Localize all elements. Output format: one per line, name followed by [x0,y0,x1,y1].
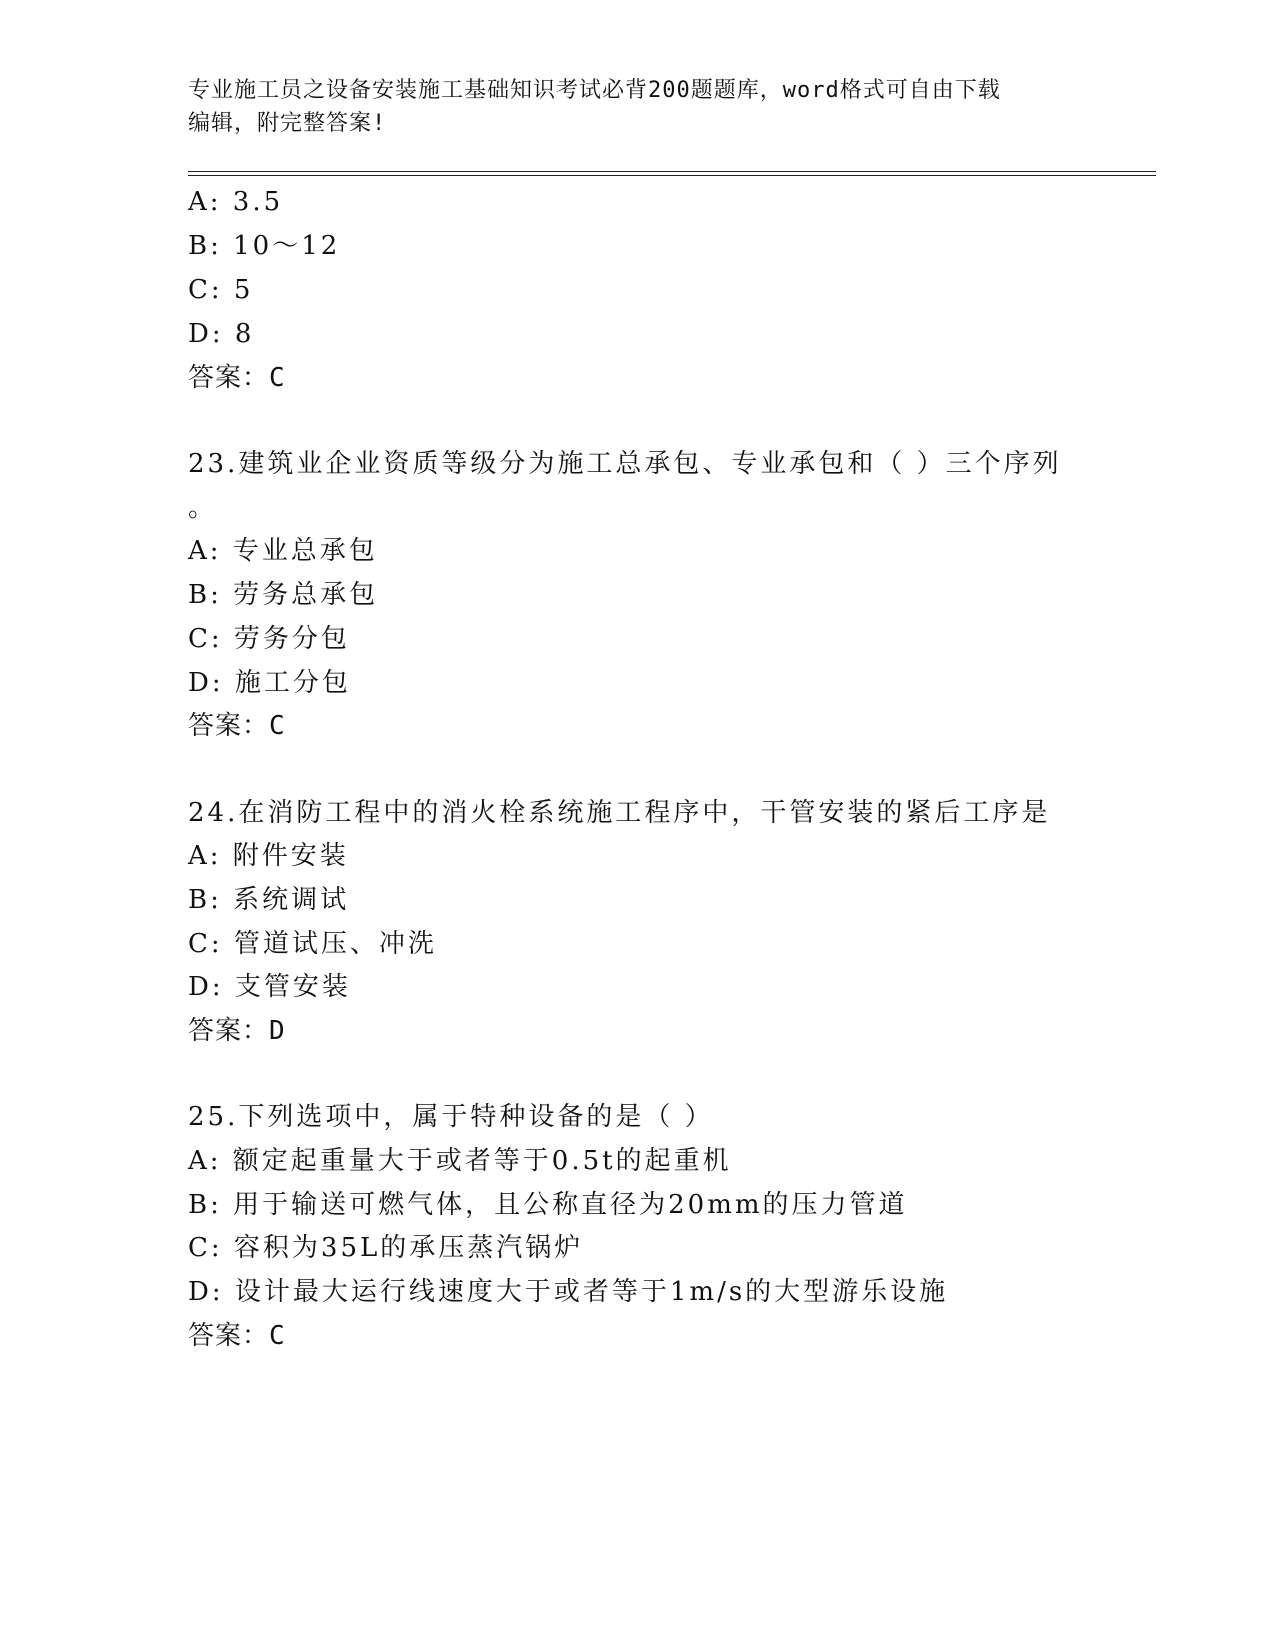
option-b: B: 劳务总承包 [188,580,379,610]
answer-line: 答案：C [188,1321,286,1351]
option-a: A: 附件安装 [188,841,349,871]
option-a: A: 3.5 [188,187,284,217]
option-a: A: 额定起重量大于或者等于0.5t的起重机 [188,1146,732,1176]
answer-line: 答案：C [188,711,286,741]
option-c: C: 5 [188,275,254,305]
option-c: C: 劳务分包 [188,624,350,654]
header-divider-top [188,171,1156,172]
option-d: D: 8 [188,319,255,349]
document-header [188,74,1088,140]
question-stem-continuation: 。 [188,493,218,523]
option-c: C: 容积为35L的承压蒸汽锅炉 [188,1233,584,1263]
question-stem: 24.在消防工程中的消火栓系统施工程序中，干管安装的紧后工序是 [188,798,1051,828]
option-c: C: 管道试压、冲洗 [188,929,437,959]
answer-line: 答案：C [188,363,286,393]
question-stem: 25.下列选项中，属于特种设备的是（ ） [188,1102,714,1132]
header-title-line-1: 专业施工员之设备安装施工基础知识考试必背200题题库，word格式可自由下载 [188,78,1001,103]
option-b: B: 10～12 [188,231,341,261]
option-b: B: 用于输送可燃气体，且公称直径为20mm的压力管道 [188,1190,908,1220]
question-stem: 23.建筑业企业资质等级分为施工总承包、专业承包和（ ）三个序列 [188,449,1062,479]
header-title-line-2: 编辑，附完整答案! [188,111,387,136]
answer-line: 答案：D [188,1016,286,1046]
option-b: B: 系统调试 [188,885,350,915]
option-d: D: 支管安装 [188,972,351,1002]
option-d: D: 设计最大运行线速度大于或者等于1m/s的大型游乐设施 [188,1277,949,1307]
option-a: A: 专业总承包 [188,536,378,566]
header-divider-bottom [188,175,1156,176]
option-d: D: 施工分包 [188,668,351,698]
